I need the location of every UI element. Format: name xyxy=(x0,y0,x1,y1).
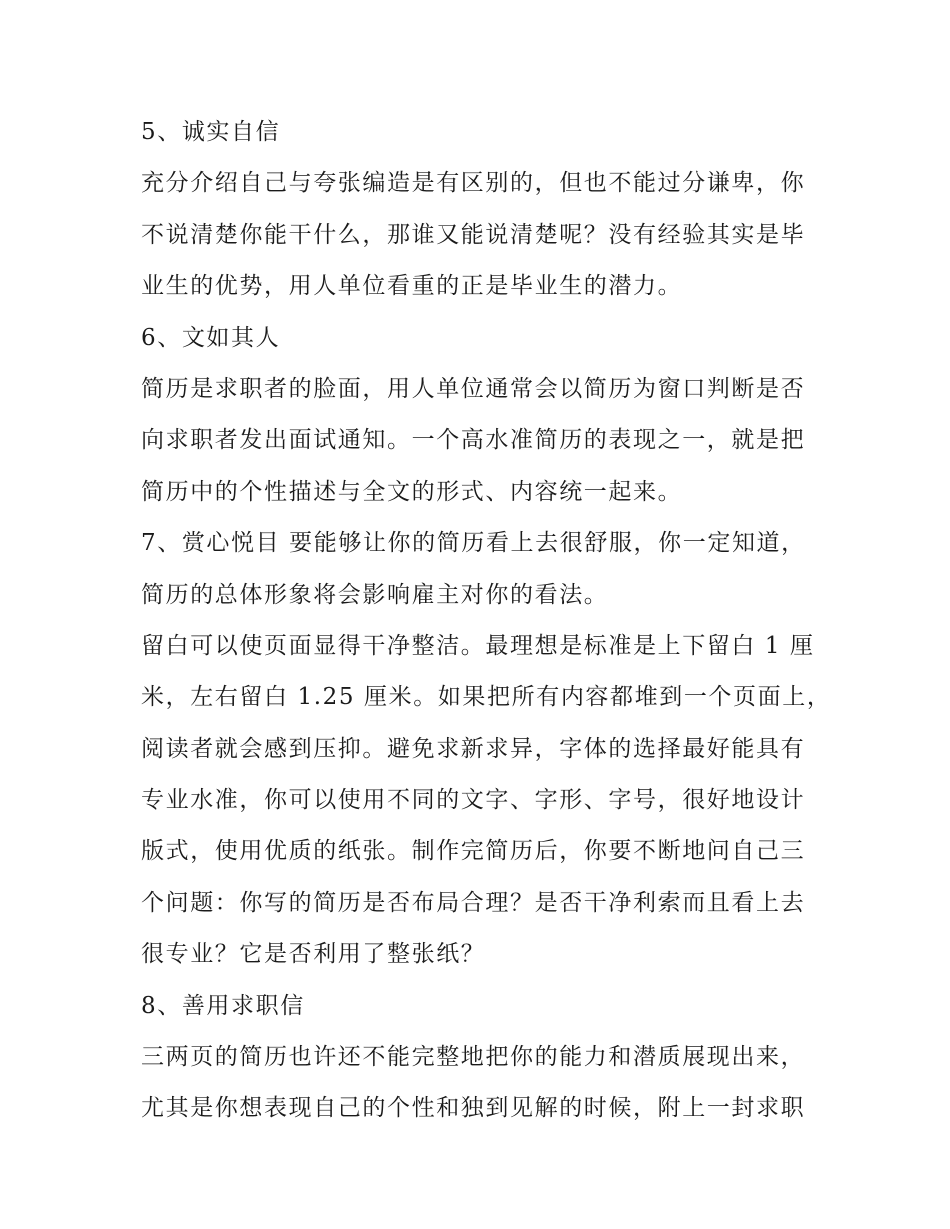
paragraph-line: 留白可以使页面显得干净整洁。最理想是标准是上下留白 1 厘 xyxy=(141,632,815,659)
paragraph-line: 个问题：你写的简历是否布局合理？是否干净利索而且看上去 xyxy=(141,889,806,916)
paragraph-line: 阅读者就会感到压抑。避免求新求异，字体的选择最好能具有 xyxy=(141,735,806,762)
document-body xyxy=(141,107,832,1135)
paragraph-line: 简历中的个性描述与全文的形式、内容统一起来。 xyxy=(141,478,683,505)
paragraph-line: 简历是求职者的脸面，用人单位通常会以简历为窗口判断是否 xyxy=(141,375,806,402)
paragraph-line: 米，左右留白 1.25 厘米。如果把所有内容都堆到一个页面上， xyxy=(141,684,832,711)
paragraph-line: 很专业？它是否利用了整张纸？ xyxy=(141,941,486,968)
section-heading-7: 7、赏心悦目 要能够让你的简历看上去很舒服，你一定知道， xyxy=(141,530,806,557)
paragraph-line: 专业水准，你可以使用不同的文字、字形、字号，很好地设计 xyxy=(141,787,806,814)
paragraph-line: 简历的总体形象将会影响雇主对你的看法。 xyxy=(141,581,609,608)
paragraph-line: 业生的优势，用人单位看重的正是毕业生的潜力。 xyxy=(141,273,683,300)
section-heading-6: 6、文如其人 xyxy=(141,324,281,351)
paragraph-line: 向求职者发出面试通知。一个高水准简历的表现之一，就是把 xyxy=(141,427,806,454)
section-heading-5: 5、诚实自信 xyxy=(141,119,281,145)
paragraph-line: 充分介绍自己与夸张编造是有区别的，但也不能过分谦卑，你 xyxy=(141,170,806,197)
section-heading-8: 8、善用求职信 xyxy=(141,992,305,1019)
paragraph-line: 版式，使用优质的纸张。制作完简历后，你要不断地问自己三 xyxy=(141,838,806,865)
paragraph-line: 尤其是你想表现自己的个性和独到见解的时候，附上一封求职 xyxy=(141,1095,806,1122)
paragraph-line: 不说清楚你能干什么，那谁又能说清楚呢？没有经验其实是毕 xyxy=(141,221,806,248)
paragraph-line: 三两页的简历也许还不能完整地把你的能力和潜质展现出来， xyxy=(141,1044,806,1071)
